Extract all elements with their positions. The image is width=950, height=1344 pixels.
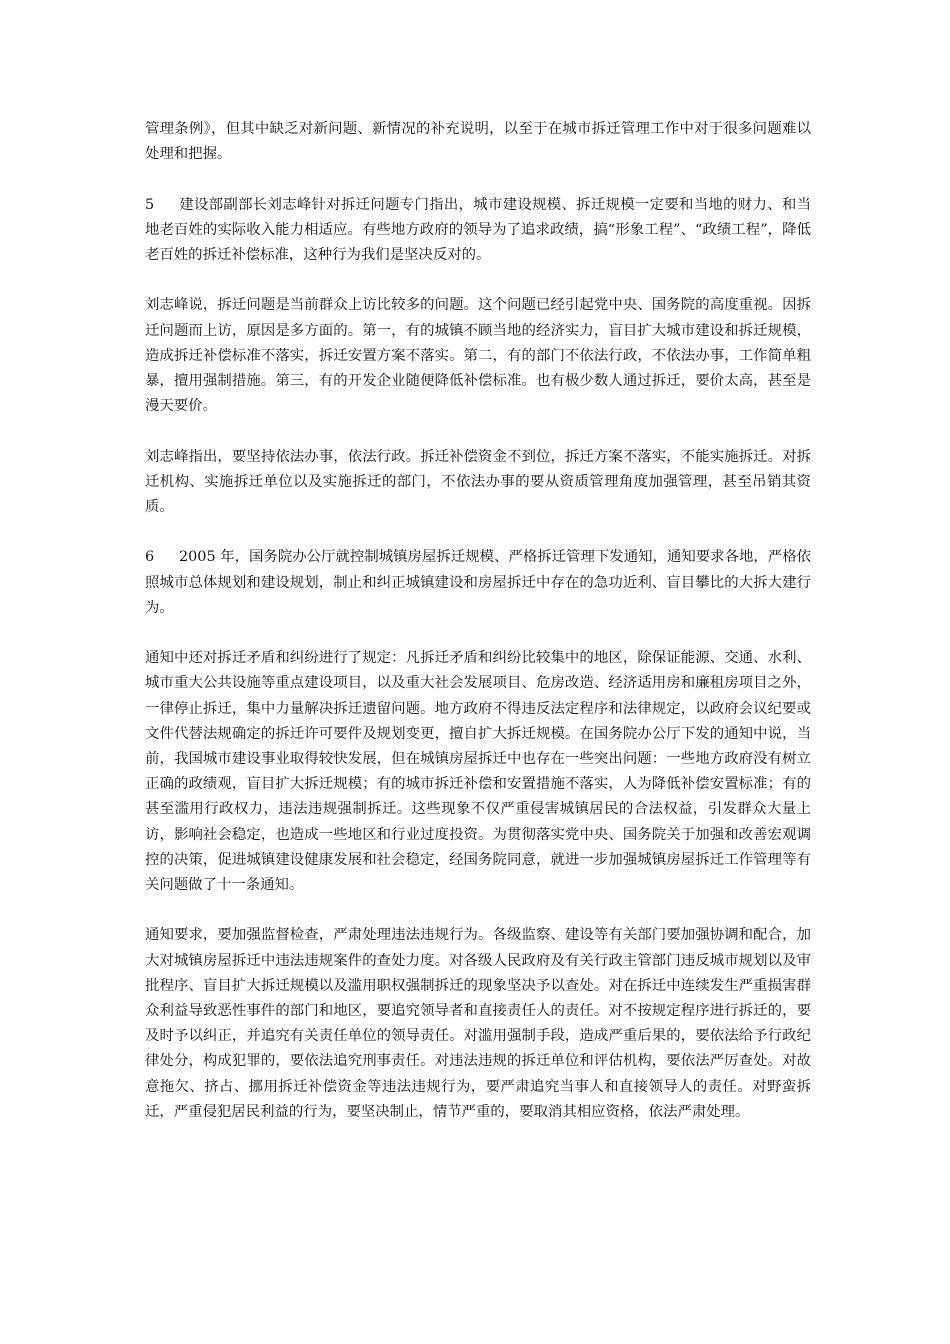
paragraph-text: 管理条例》，但其中缺乏对新问题、新情况的补充说明，以至于在城市拆迁管理工作中对于很多问题难以处理和把握。 (145, 121, 811, 163)
paragraph-text: 2005 年，国务院办公厅就控制城镇房屋拆迁规模、严格拆迁管理下发通知，通知要求各地，严格依照城市总体规划和建设规划，制止和纠正城镇建设和房屋拆迁中存在的急功近利、盲目攀比的大拆大建行为。 (145, 549, 811, 616)
paragraph-text: 建设部副部长刘志峰针对拆迁问题专门指出，城市建设规模、拆迁规模一定要和当地的财力、和当地老百姓的实际收入能力相适应。有些地方政府的领导为了追求政绩，搞“形象工程”、“政绩工程”，降低老百姓的拆迁补偿标准，这种行为我们是坚决反对的。 (145, 196, 811, 263)
paragraph-text: 刘志峰指出，要坚持依法办事，依法行政。拆迁补偿资金不到位，拆迁方案不落实，不能实施拆迁。对拆迁机构、实施拆迁单位以及实施拆迁的部门，不依法办事的要从资质管理角度加强管理，甚至吊销其资质。 (145, 448, 811, 515)
paragraph-text: 通知要求，要加强监督检查，严肃处理违法违规行为。各级监察、建设等有关部门要加强协调和配合，加大对城镇房屋拆迁中违法违规案件的查处力度。对各级人民政府及有关行政主管部门违反城市规划以及审批程序、盲目扩大拆迁规模以及滥用职权强制拆迁的现象坚决予以查处。对在拆迁中连续发生严重损害群众利益导致恶性事件的部门和地区，要追究领导者和直接责任人的责任。对不按规定程序进行拆迁的，要及时予以纠正，并追究有关责任单位的领导责任。对滥用强制手段，造成严重后果的，要依法给予行政纪律处分，构成犯罪的，要依法追究刑事责任。对违法违规的拆迁单位和评估机构，要依法严厉查处。对故意拖欠、挤占、挪用拆迁补偿资金等违法违规行为，要严肃追究当事人和直接领导人的责任。对野蛮拆迁，严重侵犯居民利益的行为，要坚决制止，情节严重的，要取消其相应资格，依法严肃处理。 (145, 927, 811, 1120)
section-number: 6 (145, 549, 155, 566)
section-number: 5 (145, 196, 155, 213)
paragraph (145, 117, 811, 167)
paragraph-text: 通知中还对拆迁矛盾和纠纷进行了规定：凡拆迁矛盾和纠纷比较集中的地区，除保证能源、交通、水利、城市重大公共设施等重点建设项目，以及重大社会发展项目、危房改造、经济适用房和廉租房项目之外，一律停止拆迁，集中力量解决拆迁遗留问题。地方政府不得违反法定程序和法律规定，以政府会议纪要或文件代替法规确定的拆迁许可要件及规划变更，擅自扩大拆迁规模。在国务院办公厅下发的通知中说，当前，我国城市建设事业取得较快发展，但在城镇房屋拆迁中也存在一些突出问题：一些地方政府没有树立正确的政绩观，盲目扩大拆迁规模；有的城市拆迁补偿和安置措施不落实，人为降低补偿安置标准；有的甚至滥用行政权力，违法违规强制拆迁。这些现象不仅严重侵害城镇居民的合法权益，引发群众大量上访，影响社会稳定，也造成一些地区和行业过度投资。为贯彻落实党中央、国务院关于加强和改善宏观调控的决策，促进城镇建设健康发展和社会稳定，经国务院同意，就进一步加强城镇房屋拆迁工作管理等有关问题做了十一条通知。 (145, 650, 811, 894)
paragraph-text: 刘志峰说，拆迁问题是当前群众上访比较多的问题。这个问题已经引起党中央、国务院的高度重视。因拆迁问题而上访，原因是多方面的。第一，有的城镇不顾当地的经济实力，盲目扩大城市建设和拆迁规模，造成拆迁补偿标准不落实，拆迁安置方案不落实。第二，有的部门不依法行政，不依法办事，工作简单粗暴，擅用强制措施。第三，有的开发企业随便降低补偿标准。也有极少数人通过拆迁，要价太高，甚至是漫天要价。 (145, 297, 811, 415)
paragraph (145, 445, 811, 521)
paragraph (145, 193, 811, 269)
paragraph (145, 646, 811, 898)
paragraph (145, 923, 811, 1125)
paragraph (145, 545, 811, 621)
paragraph (145, 293, 811, 419)
document-body (145, 117, 811, 1150)
